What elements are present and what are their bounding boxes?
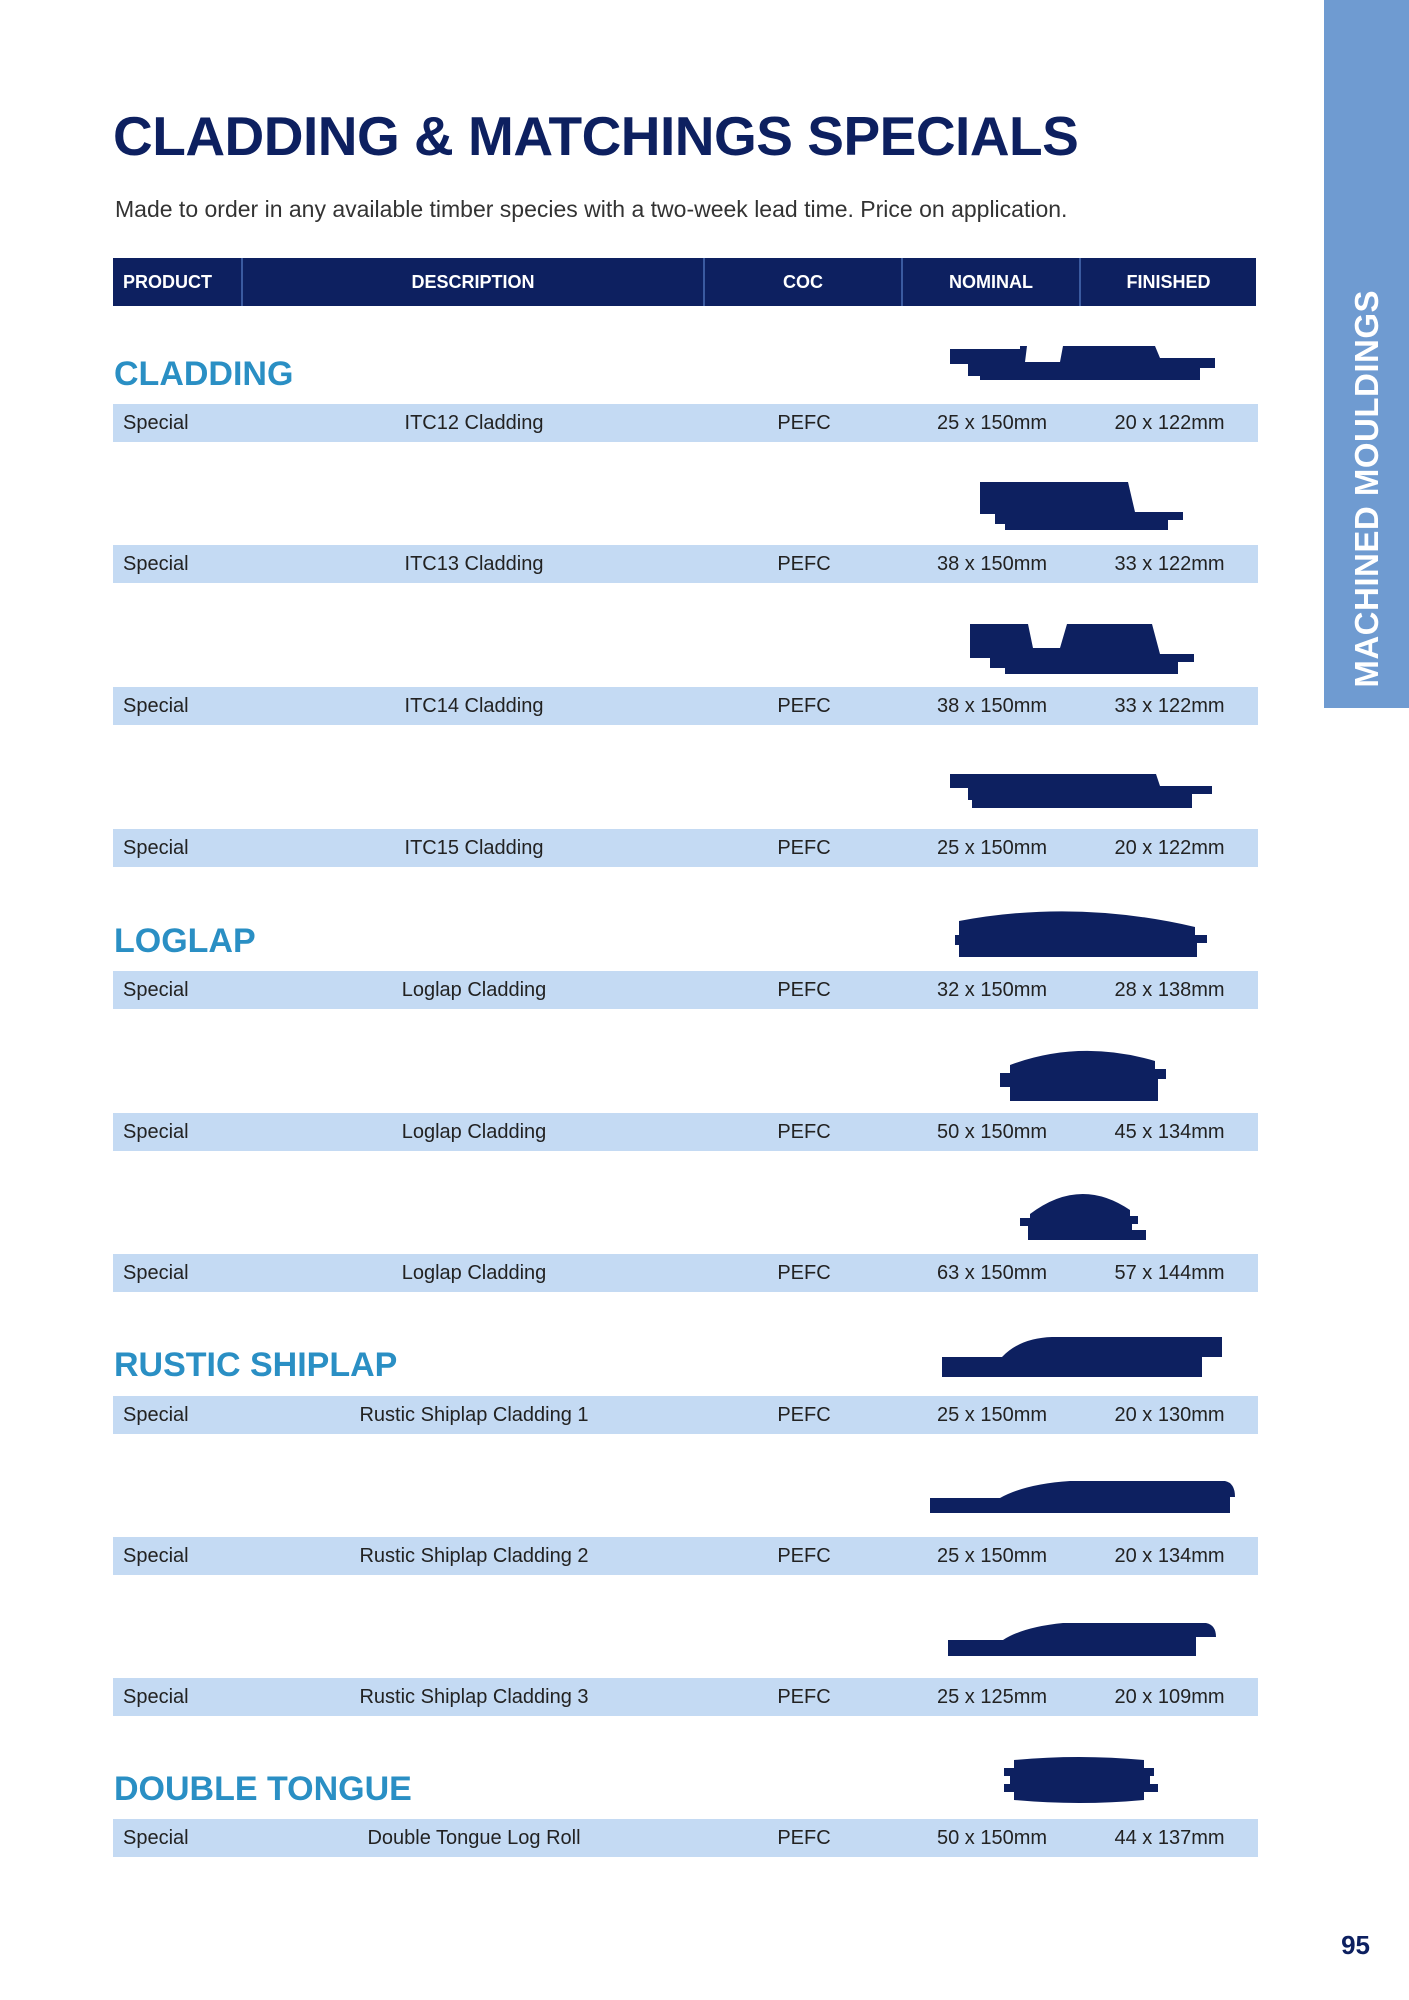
cell-finished: 20 x 122mm <box>1114 412 1225 434</box>
table-row <box>113 829 1258 867</box>
cell-product: Special <box>123 553 189 575</box>
loglap-3-profile-drawing <box>1020 1190 1146 1240</box>
cell-finished: 20 x 109mm <box>1114 1686 1225 1708</box>
cell-coc: PEFC <box>777 1404 831 1426</box>
loglap-1-profile-drawing <box>955 907 1207 957</box>
header-coc: COC <box>705 258 903 306</box>
table-row <box>113 1396 1258 1434</box>
rustic-shiplap-1-profile-drawing <box>942 1337 1222 1377</box>
cell-description: Double Tongue Log Roll <box>367 1827 581 1849</box>
cell-description: Rustic Shiplap Cladding 1 <box>359 1404 589 1426</box>
cell-finished: 33 x 122mm <box>1114 553 1225 575</box>
section-title-double-tongue: DOUBLE TONGUE <box>114 1770 412 1808</box>
page-subtitle: Made to order in any available timber species with a two-week lead time. Price on application. <box>115 196 1068 222</box>
cell-coc: PEFC <box>777 1827 831 1849</box>
table-row <box>113 1819 1258 1857</box>
cell-product: Special <box>123 1404 189 1426</box>
cell-coc: PEFC <box>777 837 831 859</box>
cell-nominal: 50 x 150mm <box>936 1827 1048 1849</box>
rustic-shiplap-3-profile-drawing <box>948 1623 1216 1656</box>
cell-description: ITC15 Cladding <box>404 837 544 859</box>
cell-coc: PEFC <box>777 695 831 717</box>
cell-description: ITC14 Cladding <box>404 695 544 717</box>
cell-product: Special <box>123 979 189 1001</box>
itc12-profile-drawing <box>950 346 1215 384</box>
cell-description: Rustic Shiplap Cladding 3 <box>359 1686 589 1708</box>
cell-finished: 20 x 122mm <box>1114 837 1225 859</box>
cell-description: Rustic Shiplap Cladding 2 <box>359 1545 589 1567</box>
page-title: CLADDING & MATCHINGS SPECIALS <box>113 105 1079 167</box>
cell-finished: 33 x 122mm <box>1114 695 1225 717</box>
cell-finished: 45 x 134mm <box>1114 1121 1225 1143</box>
cell-coc: PEFC <box>777 412 831 434</box>
loglap-2-profile-drawing <box>1000 1047 1166 1101</box>
section-title-rustic-shiplap: RUSTIC SHIPLAP <box>114 1346 398 1384</box>
rustic-shiplap-2-profile-drawing <box>930 1481 1235 1513</box>
cell-nominal: 25 x 150mm <box>936 1545 1048 1567</box>
section-title-loglap: LOGLAP <box>114 922 256 960</box>
table-row <box>113 687 1258 725</box>
cell-product: Special <box>123 1121 189 1143</box>
cell-nominal: 38 x 150mm <box>936 553 1048 575</box>
cell-product: Special <box>123 1827 189 1849</box>
table-row <box>113 971 1258 1009</box>
table-row <box>113 1113 1258 1151</box>
cell-nominal: 25 x 150mm <box>936 1404 1048 1426</box>
cell-coc: PEFC <box>777 1686 831 1708</box>
cell-product: Special <box>123 1686 189 1708</box>
header-finished: FINISHED <box>1126 271 1211 292</box>
cell-description: ITC13 Cladding <box>404 553 544 575</box>
cell-finished: 20 x 134mm <box>1114 1545 1225 1567</box>
table-header <box>113 258 1256 306</box>
header-nominal: NOMINAL <box>903 258 1081 306</box>
itc13-profile-drawing <box>980 482 1183 530</box>
cell-description: Loglap Cladding <box>401 1262 547 1284</box>
cell-product: Special <box>123 412 189 434</box>
cell-nominal: 32 x 150mm <box>936 979 1048 1001</box>
cell-finished: 44 x 137mm <box>1114 1827 1225 1849</box>
itc15-profile-drawing <box>950 772 1212 808</box>
cell-product: Special <box>123 837 189 859</box>
cell-finished: 20 x 130mm <box>1114 1404 1225 1426</box>
cell-coc: PEFC <box>777 553 831 575</box>
cell-nominal: 25 x 150mm <box>936 412 1048 434</box>
table-row <box>113 1537 1258 1575</box>
table-row <box>113 404 1258 442</box>
side-tab-label: MACHINED MOULDINGS <box>1347 290 1385 688</box>
cell-coc: PEFC <box>777 1121 831 1143</box>
table-row <box>113 1678 1258 1716</box>
table-row <box>113 545 1258 583</box>
cell-coc: PEFC <box>777 1545 831 1567</box>
itc14-profile-drawing <box>970 624 1194 674</box>
cell-nominal: 63 x 150mm <box>936 1262 1048 1284</box>
cell-nominal: 25 x 150mm <box>936 837 1048 859</box>
cell-description: Loglap Cladding <box>401 979 547 1001</box>
cell-product: Special <box>123 695 189 717</box>
header-description: DESCRIPTION <box>243 258 705 306</box>
cell-coc: PEFC <box>777 1262 831 1284</box>
page-number: 95 <box>1341 1930 1370 1960</box>
cell-product: Special <box>123 1545 189 1567</box>
side-tab-label-wrap <box>1324 0 1409 708</box>
cell-nominal: 25 x 125mm <box>936 1686 1048 1708</box>
cell-finished: 57 x 144mm <box>1114 1262 1225 1284</box>
cell-nominal: 38 x 150mm <box>936 695 1048 717</box>
header-product: PRODUCT <box>113 258 243 306</box>
cell-coc: PEFC <box>777 979 831 1001</box>
cell-description: Loglap Cladding <box>401 1121 547 1143</box>
cell-product: Special <box>123 1262 189 1284</box>
cell-nominal: 50 x 150mm <box>936 1121 1048 1143</box>
cell-finished: 28 x 138mm <box>1114 979 1225 1001</box>
table-row <box>113 1254 1258 1292</box>
section-title-cladding: CLADDING <box>114 355 294 393</box>
double-tongue-profile-drawing <box>1004 1756 1158 1804</box>
cell-description: ITC12 Cladding <box>404 412 544 434</box>
